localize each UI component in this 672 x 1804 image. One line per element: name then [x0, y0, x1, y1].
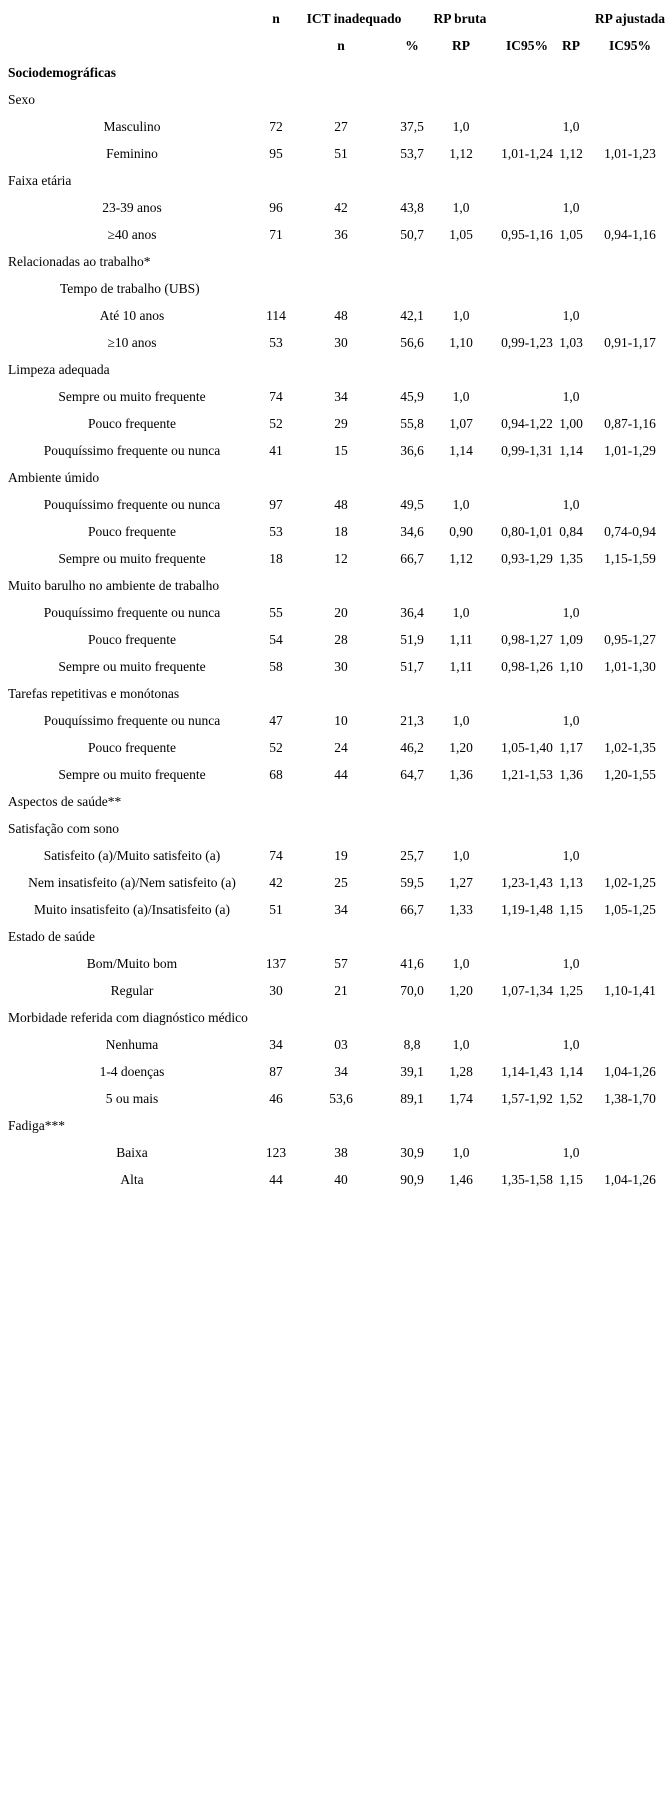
cell-rp: 1,05	[449, 227, 473, 242]
cell-pct: 45,9	[400, 389, 424, 404]
row-label: Pouquíssimo frequente ou nunca	[43, 713, 221, 728]
cell-pct: 25,7	[400, 848, 424, 863]
cell-pct: 89,1	[400, 1091, 424, 1106]
row-label: Pouquíssimo frequente ou nunca	[43, 605, 221, 620]
table-row	[0, 734, 672, 761]
cell-ict-n: 21	[334, 983, 348, 998]
table-row	[0, 842, 672, 869]
cell-rp-ajustada: 0,84	[559, 524, 583, 539]
cell-rp: 1,74	[449, 1091, 473, 1106]
cell-rp: 1,0	[452, 956, 470, 971]
cell-rp-ajustada: 1,10	[559, 659, 583, 674]
cell-rp: 1,0	[452, 605, 470, 620]
cell-rp-ajustada: 1,0	[562, 956, 580, 971]
group-heading: Estado de saúde	[8, 929, 95, 944]
cell-ic95: 1,01-1,24	[501, 146, 553, 161]
cell-pct: 51,9	[400, 632, 424, 647]
cell-rp-ajustada: 1,0	[562, 1037, 580, 1052]
cell-rp-ajustada: 1,09	[559, 632, 583, 647]
group-heading: Sexo	[8, 92, 35, 107]
cell-ict-n: 19	[334, 848, 348, 863]
header-pct: %	[405, 38, 419, 53]
cell-n: 114	[266, 308, 286, 323]
table-row	[0, 1166, 672, 1193]
cell-n: 55	[269, 605, 283, 620]
cell-ic95: 0,80-1,01	[501, 524, 553, 539]
cell-pct: 56,6	[400, 335, 424, 350]
group-heading: Faixa etária	[8, 173, 72, 188]
cell-pct: 64,7	[400, 767, 424, 782]
cell-n: 71	[269, 227, 283, 242]
cell-ic95-ajustada: 1,10-1,41	[604, 983, 656, 998]
cell-rp: 1,0	[452, 119, 470, 134]
table-row	[0, 518, 672, 545]
table-row	[0, 1085, 672, 1112]
cell-n: 51	[269, 902, 283, 917]
cell-ic95: 0,98-1,26	[501, 659, 553, 674]
cell-rp-ajustada: 1,14	[559, 1064, 583, 1079]
cell-pct: 50,7	[400, 227, 424, 242]
cell-ic95-ajustada: 0,87-1,16	[604, 416, 656, 431]
cell-pct: 41,6	[400, 956, 424, 971]
cell-pct: 66,7	[400, 551, 424, 566]
cell-ict-n: 51	[334, 146, 348, 161]
cell-n: 96	[269, 200, 283, 215]
cell-ict-n: 48	[334, 308, 348, 323]
table-row	[0, 626, 672, 653]
cell-ict-n: 34	[334, 902, 348, 917]
row-label: Regular	[110, 983, 154, 998]
cell-n: 87	[269, 1064, 283, 1079]
group-heading-row	[0, 680, 672, 707]
cell-pct: 46,2	[400, 740, 424, 755]
header-rp: RP	[452, 38, 470, 53]
cell-pct: 21,3	[400, 713, 424, 728]
cell-rp: 1,0	[452, 389, 470, 404]
cell-ic95-ajustada: 1,01-1,29	[604, 443, 656, 458]
cell-pct: 66,7	[400, 902, 424, 917]
group-heading-row	[0, 815, 672, 842]
cell-pct: 55,8	[400, 416, 424, 431]
group-heading-row	[0, 923, 672, 950]
cell-pct: 70,0	[400, 983, 424, 998]
cell-rp: 1,33	[449, 902, 473, 917]
cell-pct: 34,6	[400, 524, 424, 539]
row-label: ≥40 anos	[107, 227, 157, 242]
cell-ic95: 1,05-1,40	[501, 740, 553, 755]
cell-ict-n: 25	[334, 875, 348, 890]
row-label: Baixa	[116, 1145, 148, 1160]
cell-ic95-ajustada: 1,02-1,25	[604, 875, 656, 890]
group-heading-row	[0, 248, 672, 275]
cell-rp: 1,0	[452, 1145, 470, 1160]
cell-ict-n: 30	[334, 335, 348, 350]
cell-rp: 1,0	[452, 308, 470, 323]
row-label: Sempre ou muito frequente	[58, 389, 206, 404]
cell-pct: 36,4	[400, 605, 424, 620]
cell-rp: 1,12	[449, 146, 473, 161]
header-ic95-ajustada: IC95%	[608, 38, 651, 53]
header-ict-n: n	[337, 38, 345, 53]
cell-rp-ajustada: 1,15	[559, 902, 583, 917]
group-heading-row	[0, 788, 672, 815]
header-row-2	[0, 32, 672, 59]
cell-n: 54	[269, 632, 283, 647]
cell-rp-ajustada: 1,15	[559, 1172, 583, 1187]
cell-rp-ajustada: 1,0	[562, 713, 580, 728]
header-rp-bruta: RP bruta	[433, 11, 487, 26]
row-label: Pouco frequente	[87, 632, 177, 647]
cell-rp: 1,10	[449, 335, 473, 350]
cell-rp: 1,07	[449, 416, 473, 431]
cell-rp-ajustada: 1,0	[562, 119, 580, 134]
cell-n: 123	[265, 1145, 287, 1160]
row-label: Pouquíssimo frequente ou nunca	[43, 443, 221, 458]
cell-ic95: 1,57-1,92	[501, 1091, 553, 1106]
row-label: Até 10 anos	[99, 308, 165, 323]
cell-pct: 39,1	[400, 1064, 424, 1079]
cell-n: 97	[269, 497, 283, 512]
cell-ic95-ajustada: 1,38-1,70	[604, 1091, 656, 1106]
header-rp-ajustada-rp: RP	[562, 38, 580, 53]
cell-rp: 1,0	[452, 848, 470, 863]
cell-n: 52	[269, 740, 283, 755]
cell-rp-ajustada: 1,13	[559, 875, 583, 890]
table-row	[0, 896, 672, 923]
cell-rp-ajustada: 1,0	[562, 200, 580, 215]
cell-ict-n: 42	[334, 200, 348, 215]
cell-rp-ajustada: 1,05	[559, 227, 583, 242]
row-label: 5 ou mais	[105, 1091, 159, 1106]
table-row	[0, 113, 672, 140]
header-rp-ajustada: RP ajustada	[594, 11, 666, 26]
cell-rp: 1,11	[449, 659, 473, 674]
header-row-1	[0, 5, 672, 32]
row-label: Nenhuma	[105, 1037, 159, 1052]
cell-rp: 1,20	[449, 740, 473, 755]
table-row	[0, 221, 672, 248]
cell-ict-n: 48	[334, 497, 348, 512]
group-heading: Satisfação com sono	[8, 821, 119, 836]
group-heading: Ambiente úmido	[8, 470, 100, 485]
cell-pct: 30,9	[400, 1145, 424, 1160]
cell-ic95-ajustada: 1,01-1,30	[604, 659, 656, 674]
cell-ict-n: 24	[334, 740, 348, 755]
row-label: Sempre ou muito frequente	[58, 551, 206, 566]
cell-ic95: 0,93-1,29	[501, 551, 553, 566]
row-label: Feminino	[106, 146, 158, 161]
group-heading-row	[0, 275, 672, 302]
row-label: Pouco frequente	[87, 416, 177, 431]
table-row	[0, 599, 672, 626]
table-row	[0, 194, 672, 221]
group-heading: Tempo de trabalho (UBS)	[60, 281, 200, 296]
table-row	[0, 437, 672, 464]
row-label: 23-39 anos	[102, 200, 162, 215]
cell-rp: 1,27	[449, 875, 473, 890]
cell-ic95: 1,21-1,53	[501, 767, 553, 782]
cell-ic95-ajustada: 1,15-1,59	[604, 551, 656, 566]
cell-rp: 1,46	[449, 1172, 473, 1187]
cell-rp: 1,0	[452, 713, 470, 728]
row-label: Pouquíssimo frequente ou nunca	[43, 497, 221, 512]
cell-ict-n: 30	[334, 659, 348, 674]
group-heading: Tarefas repetitivas e monótonas	[8, 686, 180, 701]
cell-rp: 1,0	[452, 497, 470, 512]
cell-n: 42	[269, 875, 283, 890]
section-heading: Sociodemográficas	[8, 65, 116, 80]
section-heading-row	[0, 59, 672, 86]
group-heading-row	[0, 1004, 672, 1031]
cell-ict-n: 10	[334, 713, 348, 728]
group-heading: Limpeza adequada	[8, 362, 110, 377]
cell-ic95-ajustada: 1,02-1,35	[604, 740, 656, 755]
row-label: Bom/Muito bom	[86, 956, 178, 971]
table-row	[0, 1031, 672, 1058]
cell-rp: 1,14	[449, 443, 473, 458]
table-row	[0, 653, 672, 680]
table-row	[0, 329, 672, 356]
cell-rp-ajustada: 1,0	[562, 389, 580, 404]
cell-rp-ajustada: 1,0	[562, 605, 580, 620]
group-heading: Relacionadas ao trabalho*	[8, 254, 151, 269]
cell-rp: 1,12	[449, 551, 473, 566]
cell-rp: 1,0	[452, 1037, 470, 1052]
cell-n: 52	[269, 416, 283, 431]
row-label: Sempre ou muito frequente	[58, 659, 206, 674]
cell-pct: 43,8	[400, 200, 424, 215]
cell-pct: 42,1	[400, 308, 424, 323]
cell-rp: 1,0	[452, 200, 470, 215]
table-row	[0, 410, 672, 437]
cell-ict-n: 38	[334, 1145, 348, 1160]
cell-n: 34	[269, 1037, 283, 1052]
cell-n: 44	[269, 1172, 283, 1187]
cell-ict-n: 29	[334, 416, 348, 431]
cell-rp: 1,28	[449, 1064, 473, 1079]
table-row	[0, 545, 672, 572]
cell-rp-ajustada: 1,03	[559, 335, 583, 350]
row-label: ≥10 anos	[107, 335, 157, 350]
row-label: Pouco frequente	[87, 740, 177, 755]
group-heading-row	[0, 356, 672, 383]
cell-pct: 90,9	[400, 1172, 424, 1187]
group-heading: Fadiga***	[8, 1118, 65, 1133]
table-row	[0, 1139, 672, 1166]
cell-rp-ajustada: 1,52	[559, 1091, 583, 1106]
cell-ict-n: 18	[334, 524, 348, 539]
cell-rp: 1,36	[449, 767, 473, 782]
cell-ic95-ajustada: 1,01-1,23	[604, 146, 656, 161]
row-label: Pouco frequente	[87, 524, 177, 539]
table-row	[0, 140, 672, 167]
cell-pct: 59,5	[400, 875, 424, 890]
cell-ict-n: 28	[334, 632, 348, 647]
cell-n: 46	[269, 1091, 283, 1106]
cell-rp: 1,11	[449, 632, 473, 647]
row-label: Satisfeito (a)/Muito satisfeito (a)	[43, 848, 221, 863]
cell-ic95: 1,35-1,58	[501, 1172, 553, 1187]
cell-ict-n: 27	[334, 119, 348, 134]
table-row	[0, 977, 672, 1004]
cell-rp-ajustada: 1,14	[559, 443, 583, 458]
cell-n: 41	[269, 443, 283, 458]
row-label: Muito insatisfeito (a)/Insatisfeito (a)	[33, 902, 231, 917]
cell-ict-n: 20	[334, 605, 348, 620]
row-label: Nem insatisfeito (a)/Nem satisfeito (a)	[28, 875, 236, 890]
cell-n: 95	[269, 146, 283, 161]
cell-ict-n: 03	[334, 1037, 348, 1052]
cell-pct: 49,5	[400, 497, 424, 512]
cell-ic95: 0,94-1,22	[501, 416, 553, 431]
table-row	[0, 761, 672, 788]
cell-ict-n: 12	[334, 551, 348, 566]
group-heading-row	[0, 572, 672, 599]
group-heading-row	[0, 167, 672, 194]
group-heading-row	[0, 86, 672, 113]
cell-ic95-ajustada: 1,05-1,25	[604, 902, 656, 917]
cell-ic95: 1,19-1,48	[501, 902, 553, 917]
table-row	[0, 707, 672, 734]
table-row	[0, 302, 672, 329]
header-ict-inadequado: ICT inadequado	[306, 11, 402, 26]
cell-ic95-ajustada: 1,20-1,55	[604, 767, 656, 782]
cell-ic95: 1,14-1,43	[501, 1064, 553, 1079]
header-n: n	[272, 11, 280, 26]
cell-rp-ajustada: 1,0	[562, 848, 580, 863]
cell-ict-n: 57	[334, 956, 348, 971]
table-row	[0, 383, 672, 410]
cell-n: 53	[269, 524, 283, 539]
cell-ic95-ajustada: 1,04-1,26	[604, 1172, 656, 1187]
cell-ic95-ajustada: 0,74-0,94	[604, 524, 656, 539]
header-ic95: IC95%	[505, 38, 548, 53]
cell-ic95-ajustada: 0,94-1,16	[604, 227, 656, 242]
cell-ict-n: 44	[334, 767, 348, 782]
cell-pct: 51,7	[400, 659, 424, 674]
cell-rp-ajustada: 1,0	[562, 1145, 580, 1160]
group-heading: Aspectos de saúde**	[8, 794, 122, 809]
row-label: Masculino	[103, 119, 161, 134]
cell-rp-ajustada: 1,36	[559, 767, 583, 782]
group-heading-row	[0, 464, 672, 491]
table-row	[0, 491, 672, 518]
group-heading-row	[0, 1112, 672, 1139]
cell-ic95-ajustada: 1,04-1,26	[604, 1064, 656, 1079]
cell-ic95: 0,99-1,23	[501, 335, 553, 350]
row-label: Alta	[120, 1172, 144, 1187]
cell-rp-ajustada: 1,00	[559, 416, 583, 431]
cell-n: 47	[269, 713, 283, 728]
cell-rp-ajustada: 1,12	[559, 146, 583, 161]
cell-rp-ajustada: 1,25	[559, 983, 583, 998]
cell-rp-ajustada: 1,0	[562, 308, 580, 323]
cell-n: 53	[269, 335, 283, 350]
cell-ic95: 0,95-1,16	[501, 227, 553, 242]
table-row	[0, 869, 672, 896]
cell-ict-n: 15	[334, 443, 348, 458]
cell-n: 72	[269, 119, 283, 134]
cell-n: 18	[269, 551, 283, 566]
cell-pct: 53,7	[400, 146, 424, 161]
cell-ic95: 1,23-1,43	[501, 875, 553, 890]
cell-ict-n: 40	[334, 1172, 348, 1187]
cell-pct: 37,5	[400, 119, 424, 134]
cell-pct: 8,8	[403, 1037, 421, 1052]
cell-ict-n: 53,6	[329, 1091, 353, 1106]
cell-n: 68	[269, 767, 283, 782]
cell-ict-n: 34	[334, 1064, 348, 1079]
cell-n: 74	[269, 389, 283, 404]
cell-pct: 36,6	[400, 443, 424, 458]
cell-ict-n: 36	[334, 227, 348, 242]
row-label: Sempre ou muito frequente	[58, 767, 206, 782]
cell-rp: 1,20	[449, 983, 473, 998]
cell-n: 58	[269, 659, 283, 674]
row-label: 1-4 doenças	[99, 1064, 165, 1079]
cell-rp-ajustada: 1,0	[562, 497, 580, 512]
group-heading: Muito barulho no ambiente de trabalho	[8, 578, 220, 593]
cell-ic95-ajustada: 0,91-1,17	[604, 335, 656, 350]
table-row	[0, 1058, 672, 1085]
table-row	[0, 950, 672, 977]
cell-ic95: 0,98-1,27	[501, 632, 553, 647]
cell-ict-n: 34	[334, 389, 348, 404]
group-heading: Morbidade referida com diagnóstico médico	[8, 1010, 248, 1025]
cell-ic95: 0,99-1,31	[501, 443, 553, 458]
cell-ic95-ajustada: 0,95-1,27	[604, 632, 656, 647]
cell-rp-ajustada: 1,35	[559, 551, 583, 566]
cell-rp-ajustada: 1,17	[559, 740, 583, 755]
cell-n: 137	[265, 956, 287, 971]
cell-n: 30	[269, 983, 283, 998]
cell-rp: 0,90	[449, 524, 473, 539]
cell-ic95: 1,07-1,34	[501, 983, 553, 998]
cell-n: 74	[269, 848, 283, 863]
